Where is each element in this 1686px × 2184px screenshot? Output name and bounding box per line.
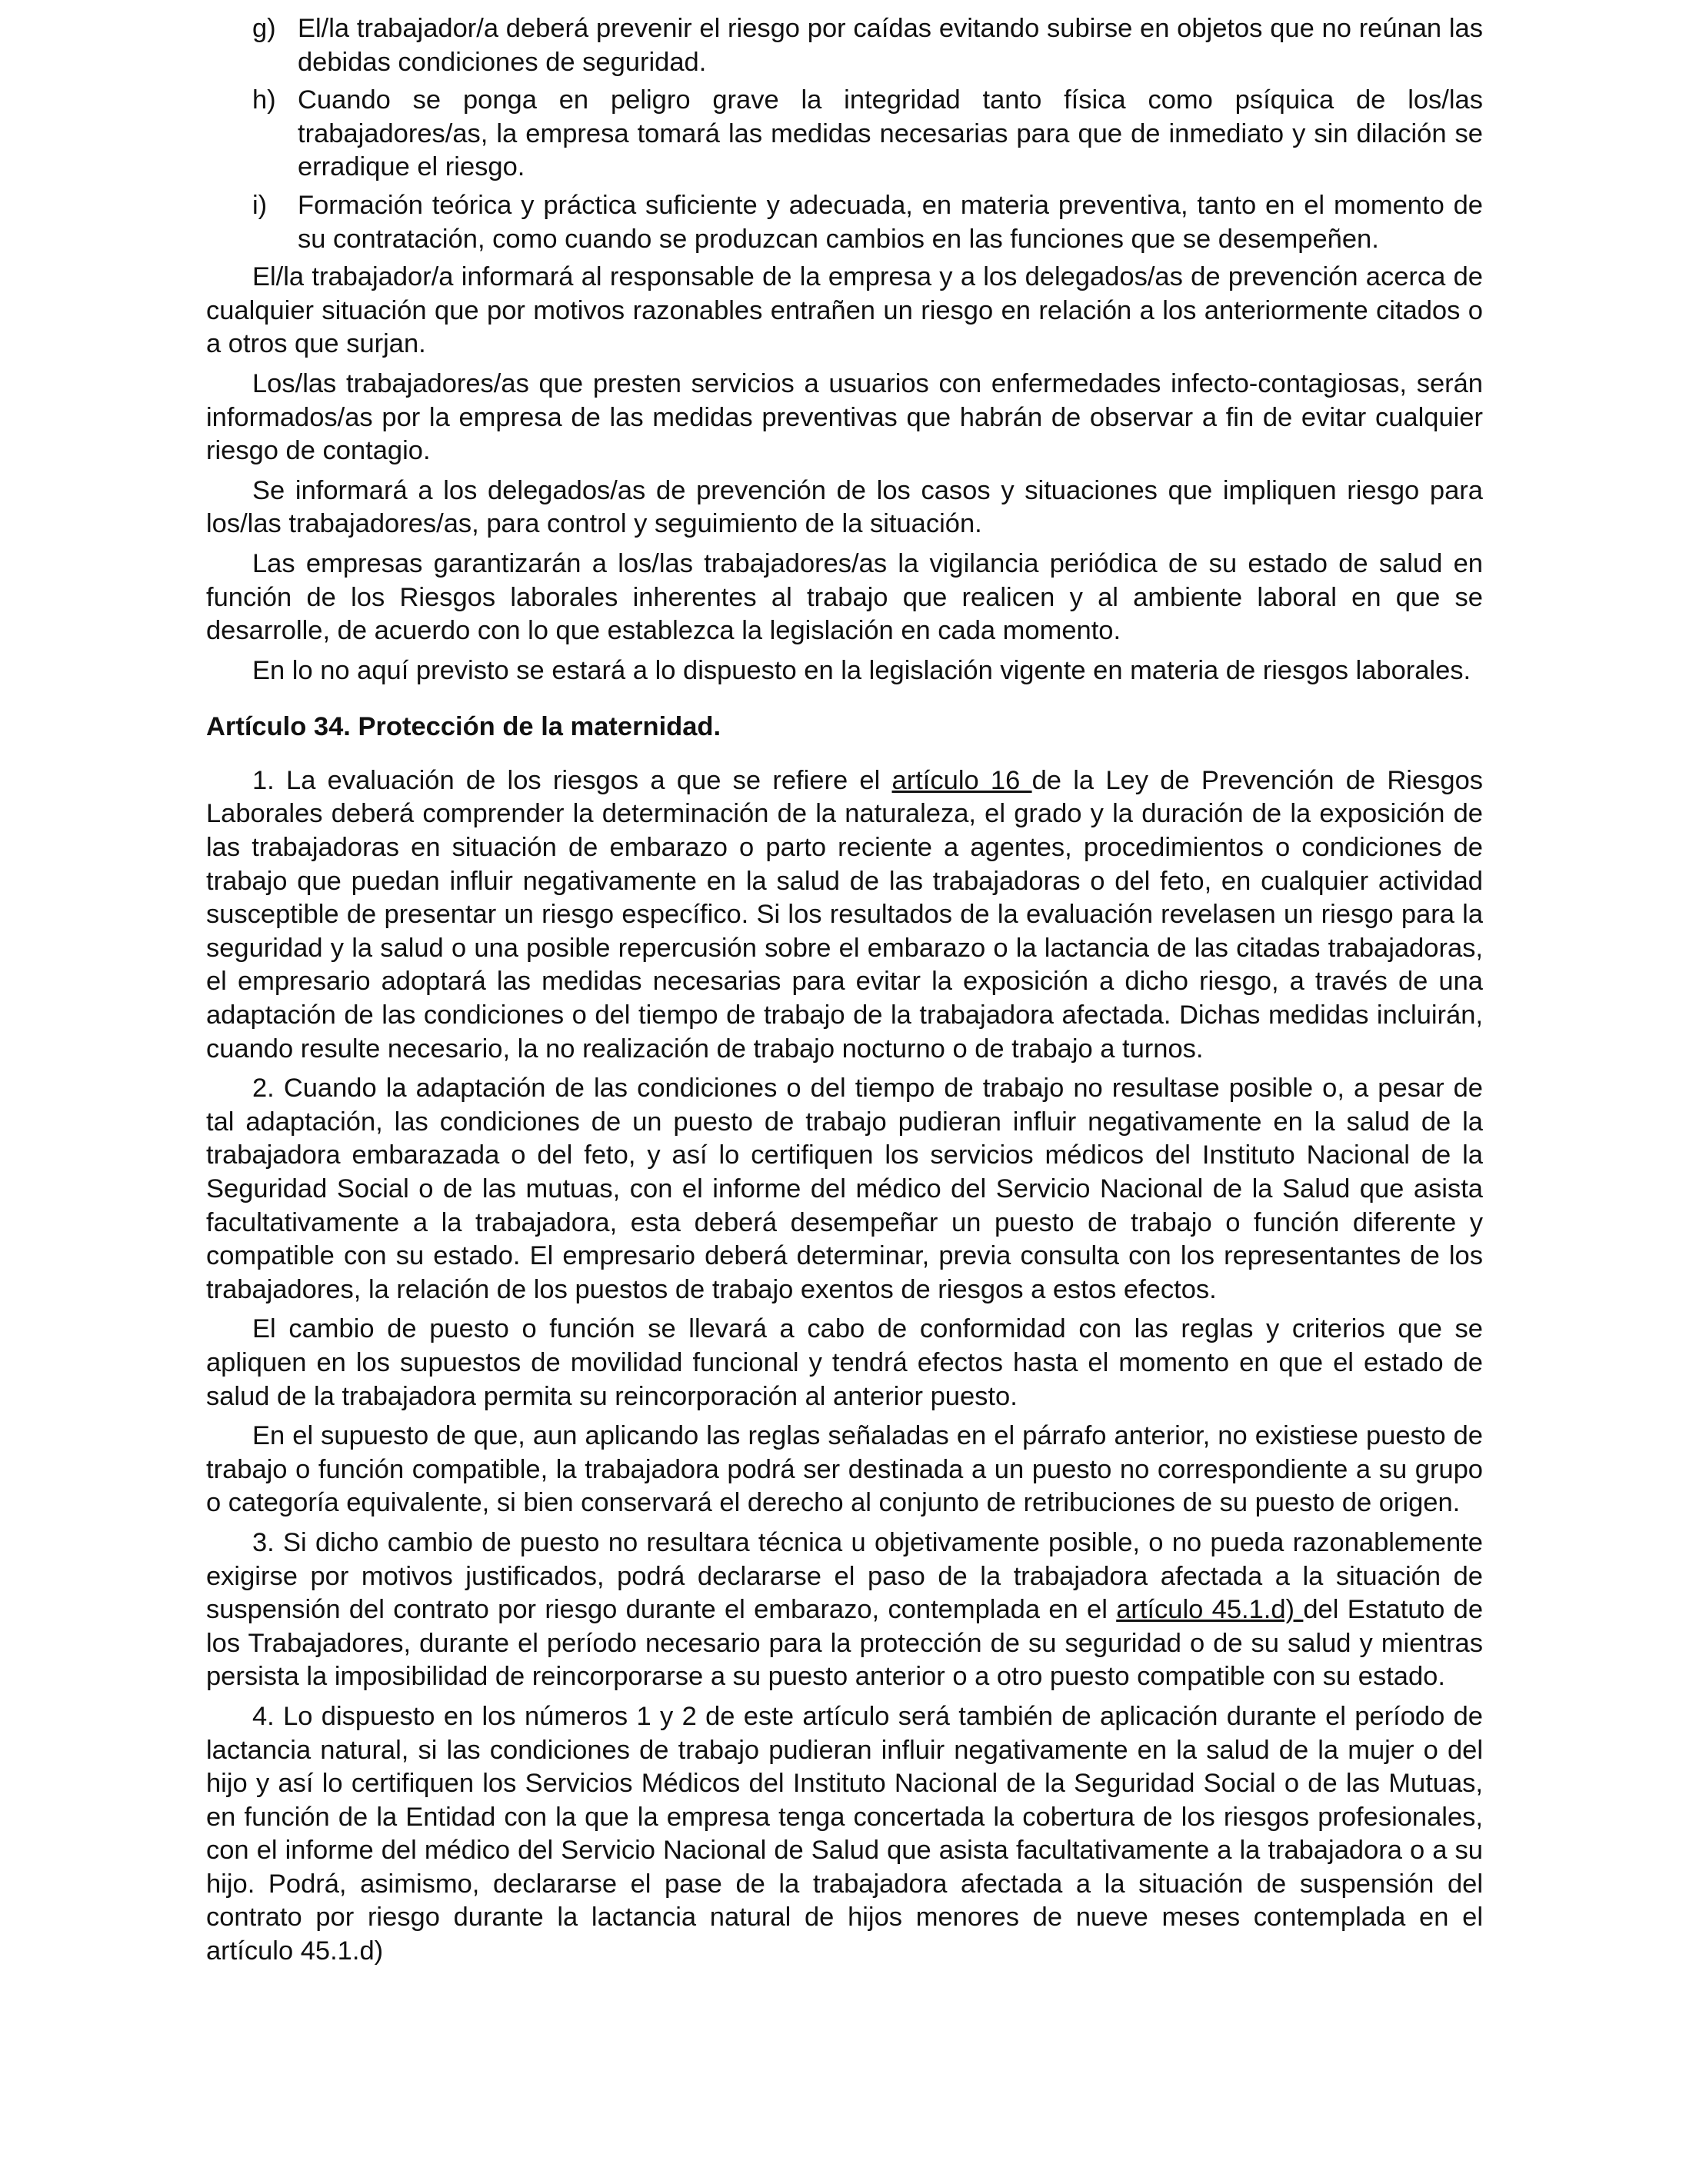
list-item-g [206,12,1483,79]
item-list [206,12,1483,256]
article-heading: Artículo 34. Protección de la maternidad. [206,712,721,742]
list-item-text: El/la trabajador/a deberá prevenir el riesgo por caídas evitando subirse en objetos que no reúnan las debidas condiciones de seguridad. [298,14,1483,77]
list-item-h [206,84,1483,185]
article-16-link[interactable]: artículo 16 [891,765,1032,795]
paragraph-2-supuesto: En el supuesto de que, aun aplicando las reglas señaladas en el párrafo anterior, no existiese puesto de trabajo o función compatible, la trabajadora podrá ser destinada a un puesto no correspondiente a su grupo o categoría equivalente, si bien conservará el derecho al conjunto de retribuciones de su puesto de origen. [206,1421,1483,1518]
paragraph-delegados: Se informará a los delegados/as de prevención de los casos y situaciones que impliquen riesgo para los/las trabajadores/as, para control y seguimiento de la situación. [206,475,1483,539]
list-item-text: Formación teórica y práctica suficiente y adecuada, en materia preventiva, tanto en el momento de su contratación, como cuando se produzcan cambios en las funciones que se desempeñen. [298,190,1483,254]
paragraph-3-start: 3. Si dicho cambio de puesto no resultara técnica u objetivamente posible, o no pueda razonablemente exigirse por motivos justificados, podrá declararse el paso de la trabajadora afectada a la situación de suspensión del contrato por riesgo durante el embarazo, contemplada en el [206,1527,1483,1625]
paragraph-2-cambio: El cambio de puesto o función se llevará a cabo de conformidad con las reglas y criterios que se apliquen en los supuestos de movilidad funcional y tendrá efectos hasta el momento en que el estado de salud de la trabajadora permita su reincorporación al anterior puesto. [206,1314,1483,1411]
paragraph-legislacion: En lo no aquí previsto se estará a lo dispuesto en la legislación vigente en materia de riesgos laborales. [252,655,1471,685]
article-45-link[interactable]: artículo 45.1.d) [1116,1595,1304,1625]
list-marker: i) [252,190,268,220]
paragraph-1-end: de la Ley de Prevención de Riesgos Laborales deberá comprender la determinación de la naturaleza, el grado y la duración de la exposición de las trabajadoras en situación de embarazo o parto reciente a agentes, procedimientos o condiciones de trabajo que puedan influir negativamente en la salud de las trabajadoras o del feto, en cualquier actividad susceptible de presentar un riesgo específico. Si los resultados de la evaluación revelasen un riesgo para la seguridad y la salud o una posible repercusión sobre el embarazo o la lactancia de las citadas trabajadoras, el empresario adoptará las medidas necesarias para evitar la exposición a dicho riesgo, a través de una adaptación de las condiciones o del tiempo de trabajo de la trabajadora afectada. Dichas medidas incluirán, cuando resulte necesario, la no realización de trabajo nocturno o de trabajo a turnos. [206,765,1484,1064]
paragraph-1-start: 1. La evaluación de los riesgos a que se refiere el [252,765,892,795]
document-page [206,12,1483,1975]
paragraph-1 [206,764,1483,1066]
paragraph-2: 2. Cuando la adaptación de las condiciones o del tiempo de trabajo no resultase posible o, a pesar de tal adaptación, las condiciones de un puesto de trabajo pudieran influir negativamente en la salud de la trabajadora embarazada o del feto, y así lo certifiquen los servicios médicos del Instituto Nacional de la Seguridad Social o de las mutuas, con el informe del médico del Servicio Nacional de la Salud que asista facultativamente a la trabajadora, esta deberá desempeñar un puesto de trabajo o función diferente y compatible con su estado. El empresario deberá determinar, previa consulta con los representantes de los trabajadores, la relación de los puestos de trabajo exentos de riesgos a estos efectos. [206,1074,1483,1304]
paragraph-contagio: Los/las trabajadores/as que presten servicios a usuarios con enfermedades infecto-contagiosas, serán informados/as por la empresa de las medidas preventivas que habrán de observar a fin de evitar cualquier riesgo de contagio. [206,368,1483,466]
paragraph-4: 4. Lo dispuesto en los números 1 y 2 de este artículo será también de aplicación durante el período de lactancia natural, si las condiciones de trabajo pudieran influir negativamente en la salud de la mujer o del hijo y así lo certifiquen los Servicios Médicos del Instituto Nacional de la Seguridad Social o de las Mutuas, en función de la Entidad con la que la empresa tenga concertada la cobertura de los riesgos profesionales, con el informe del médico del Servicio Nacional de Salud que asista facultativamente a la trabajadora o a su hijo. Podrá, asimismo, declararse el pase de la trabajadora afectada a la situación de suspensión del contrato por riesgo durante la lactancia natural de hijos menores de nueve meses contemplada en el artículo 45.1.d) [206,1701,1483,1966]
list-item-text: Cuando se ponga en peligro grave la integridad tanto física como psíquica de los/las trabajadores/as, la empresa tomará las medidas necesarias para que de inmediato y sin dilación se erradique el riesgo. [298,85,1483,182]
list-item-i [206,189,1483,256]
paragraph-vigilancia: Las empresas garantizarán a los/las trabajadores/as la vigilancia periódica de su estado de salud en función de los Riesgos laborales inherentes al trabajo que realicen y al ambiente laboral en que se desarrolle, de acuerdo con lo que establezca la legislación en cada momento. [206,548,1483,646]
paragraph-informara: El/la trabajador/a informará al responsable de la empresa y a los delegados/as de prevención acerca de cualquier situación que por motivos razonables entrañen un riesgo en relación a los anteriormente citados o a otros que surjan. [206,262,1483,359]
list-marker: h) [252,85,276,115]
list-marker: g) [252,14,276,43]
paragraph-3-end: del Estatuto de los Trabajadores, durante el período necesario para la protección de su seguridad o de su salud y mientras persista la imposibilidad de reincorporarse a su puesto anterior o a otro puesto compatible con su estado. [206,1595,1484,1692]
paragraph-3 [206,1526,1483,1694]
